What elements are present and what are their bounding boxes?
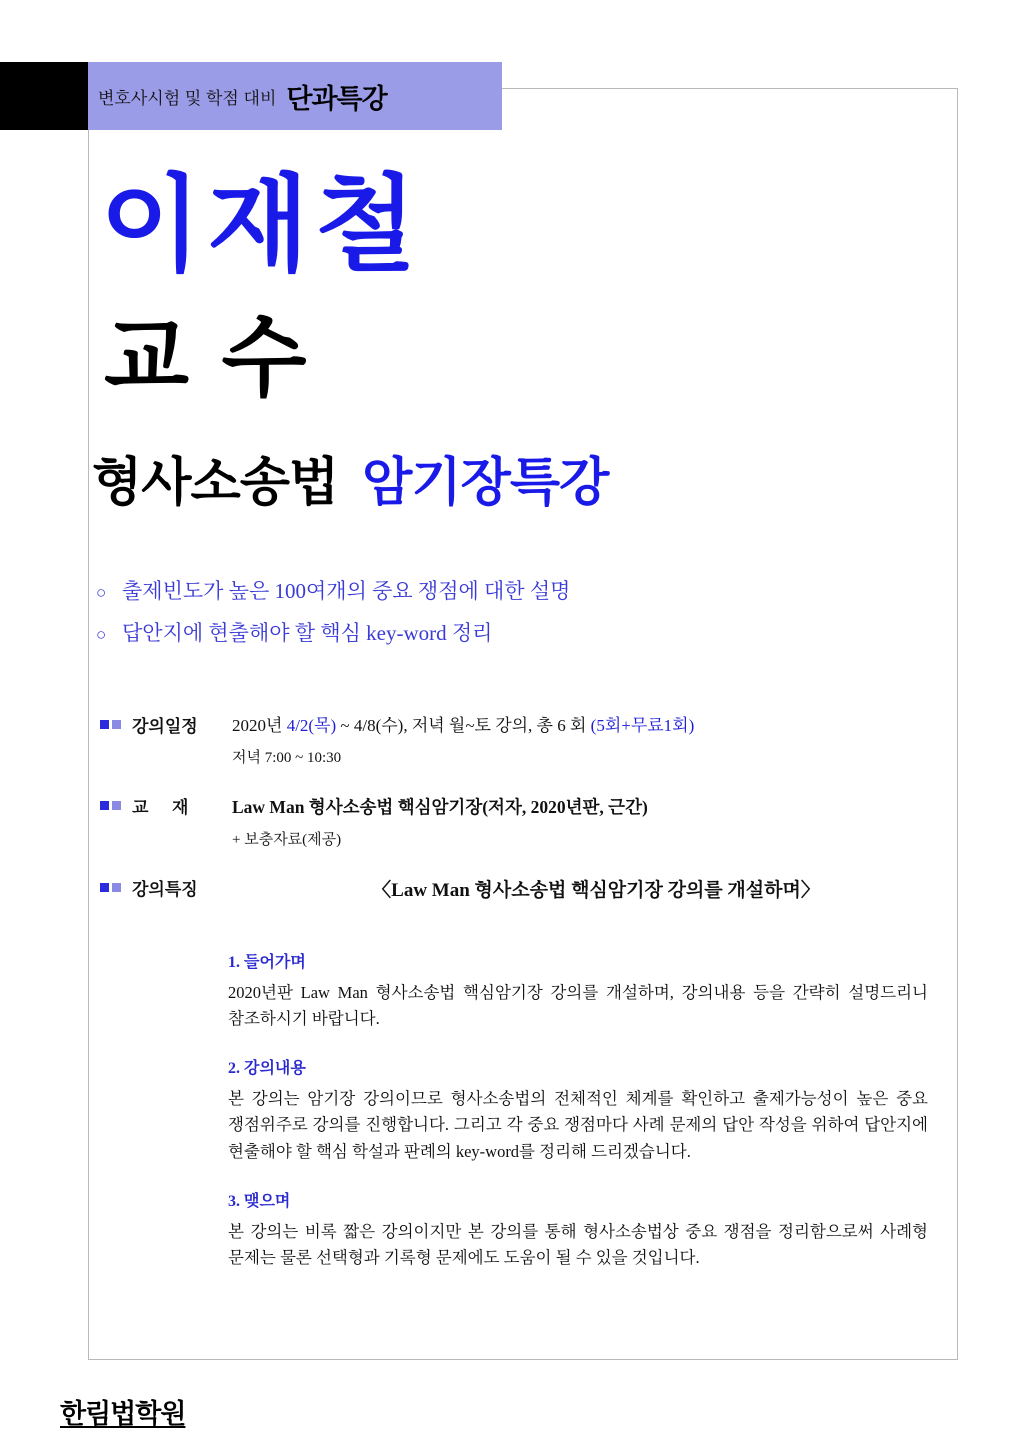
square-bullet-icon [100, 720, 109, 729]
schedule-line1: 2020년 4/2(목) ~ 4/8(수), 저녁 월~토 강의, 총 6 회 (5회+무료1회) [232, 716, 695, 735]
banner-subtitle: 변호사시험 및 학점 대비 [98, 88, 277, 108]
description-body: 본 강의는 비록 짧은 강의이지만 본 강의를 통해 형사소송법상 중요 쟁점을 정리함으로써 사례형 문제는 물론 선택형과 기록형 문제에도 도움이 될 수 있을 것입니다. [228, 1221, 928, 1268]
list-item-label: 출제빈도가 높은 100여개의 중요 쟁점에 대한 설명 [122, 579, 571, 603]
description-heading: 2. 강의내용 [228, 1060, 306, 1078]
info-value-feature: 〈Law Man 형사소송법 핵심암기장 강의를 개설하며〉 [372, 879, 820, 901]
square-bullet-icon [100, 883, 109, 892]
textbook-sub: + 보충자료(제공) [232, 831, 342, 848]
instructor-role: 교 수 [104, 308, 311, 407]
info-row-textbook [100, 793, 930, 853]
course-info [100, 712, 930, 928]
list-item [96, 617, 796, 647]
course-description [228, 950, 928, 1296]
highlight-list [96, 575, 796, 659]
description-body: 본 강의는 암기장 강의이므로 형사소송법의 전체적인 체계를 확인하고 출제가능성이 높은 중요 쟁점위주로 강의를 진행합니다. 그리고 각 중요 쟁점마다 사례 문제의 답안 작성을 위하여 답안지에 현출해야 할 핵심 학설과 판례의 key-word를 정리해 드리겠습니다. [228, 1088, 928, 1161]
circle-bullet-icon: ○ [96, 625, 107, 644]
info-label-feature: 강의특징 [132, 879, 198, 899]
description-section [228, 1056, 928, 1165]
description-heading: 3. 맺으며 [228, 1193, 291, 1211]
list-item [96, 575, 796, 605]
square-bullet-icon [112, 883, 121, 892]
textbook-main: Law Man 형사소송법 핵심암기장(저자, 2020년판, 근간) [232, 796, 648, 817]
info-value-schedule [232, 712, 930, 771]
course-title [92, 440, 608, 515]
square-bullet-icon [112, 801, 121, 810]
description-section [228, 1189, 928, 1271]
description-section [228, 950, 928, 1032]
banner-purple-block [88, 62, 502, 130]
square-bullet-icon [112, 720, 121, 729]
square-bullet-icon [100, 801, 109, 810]
info-row-schedule [100, 712, 930, 771]
instructor-name: 이재철 [100, 167, 423, 284]
course-special: 암기장특강 [362, 454, 609, 512]
info-label-textbook: 교 재 [132, 797, 189, 817]
banner-black-block [0, 62, 95, 130]
info-value-textbook [232, 793, 930, 853]
academy-logo: 한림법학원 [60, 1399, 186, 1429]
description-heading: 1. 들어가며 [228, 954, 306, 971]
info-row-feature [100, 875, 930, 906]
list-item-label: 답안지에 현출해야 할 핵심 key-word 정리 [122, 621, 493, 645]
circle-bullet-icon: ○ [96, 583, 107, 602]
schedule-line2: 저녁 7:00 ~ 10:30 [232, 750, 342, 767]
info-label-schedule: 강의일정 [132, 717, 198, 736]
description-body: 2020년판 Law Man 형사소송법 핵심암기장 강의를 개설하며, 강의내용 등을 간략히 설명드리니 참조하시기 바랍니다. [228, 982, 928, 1028]
banner-title: 단과특강 [286, 83, 387, 114]
course-subject: 형사소송법 [92, 454, 339, 512]
